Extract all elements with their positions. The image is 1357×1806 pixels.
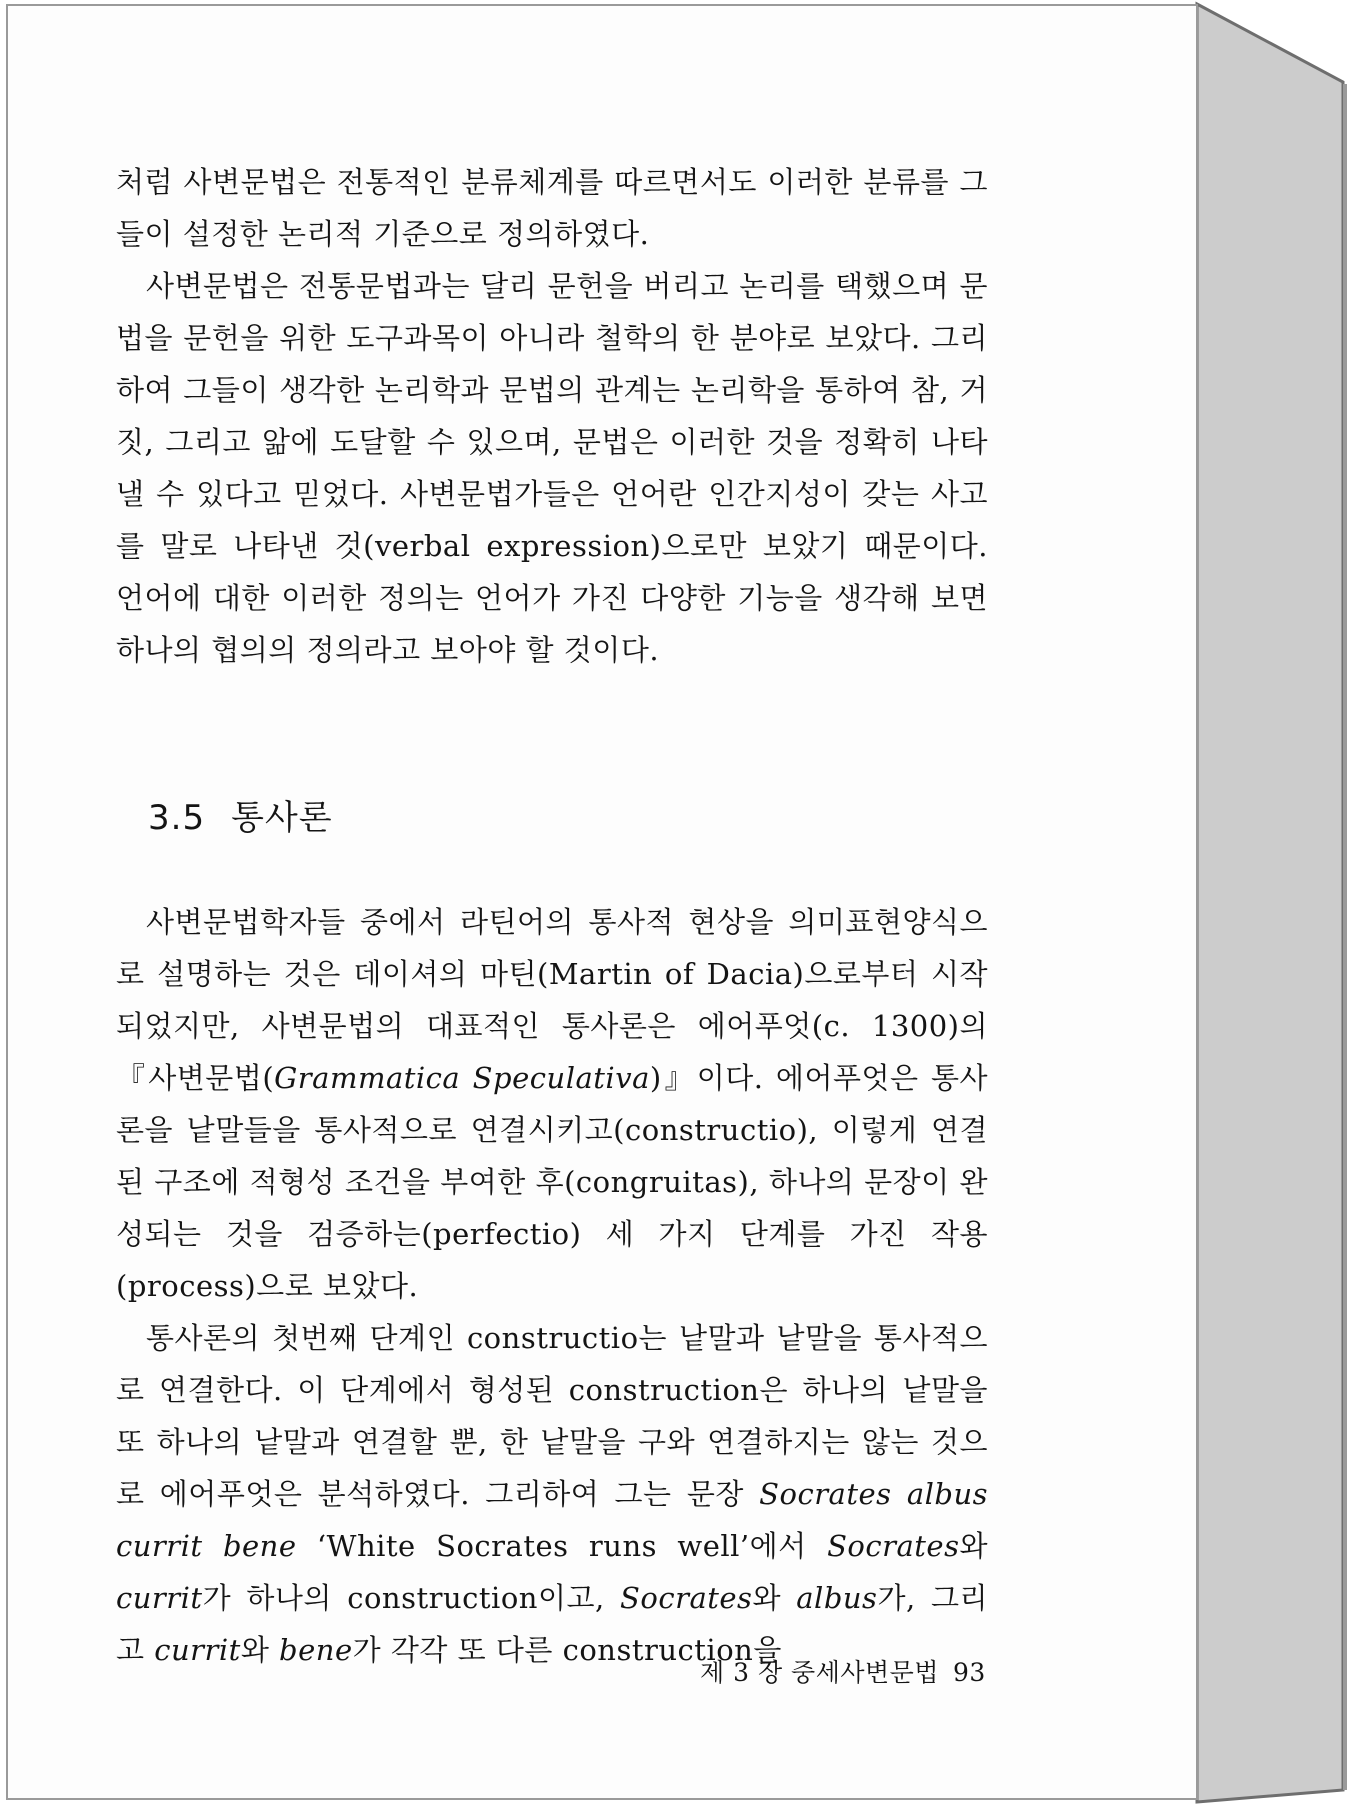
text-run: 와	[752, 1581, 797, 1615]
text-run: ‘White Socrates runs well’에서	[296, 1529, 828, 1563]
paragraph	[116, 896, 988, 1312]
section-number: 3.5	[148, 798, 206, 838]
italic-text: bene	[279, 1633, 353, 1667]
paragraph	[116, 1312, 988, 1676]
text-run: 와	[240, 1633, 280, 1667]
page-number: 93	[952, 1658, 986, 1687]
italic-text: currit	[154, 1633, 241, 1667]
italic-text: Socrates	[827, 1529, 960, 1563]
text-run: 가 하나의 construction이고,	[202, 1581, 621, 1615]
section-title: 통사론	[231, 798, 333, 838]
italic-text: Socrates	[620, 1581, 753, 1615]
text-run: 가, 그리고	[116, 1581, 989, 1667]
top-text-block	[116, 156, 988, 676]
text-run: 사변문법은 전통문법과는 달리 문헌을 버리고 논리를 택했으며 문법을 문헌을 위한 도구과목이 아니라 철학의 한 분야로 보았다. 그리하여 그들이 생각한 논리학과 문법의 관계는 논리학을 통하여 참, 거짓, 그리고 앎에 도달할 수 있으며, 문법은 이러한 것을 정확히 나타낼 수 있다고 믿었다. 사변문법가들은 언어란 인간지성이 갖는 사고를 말로 나타낸 것(verbal expression)으로만 보았기 때문이다. 언어에 대한 이러한 정의는 언어가 가진 다양한 기능을 생각해 보면 하나의 협의의 정의라고 보아야 할 것이다.	[116, 269, 988, 667]
italic-text: Grammatica Speculativa	[274, 1061, 650, 1095]
text-run: )』이다. 에어푸엇은 통사론을 낱말들을 통사적으로 연결시키고(constructio), 이렇게 연결된 구조에 적형성 조건을 부여한 후(congruitas), 하나의 문장이 완성되는 것을 검증하는(perfectio) 세 가지 단계를 가진 작용(process)으로 보았다.	[116, 1061, 989, 1303]
text-run: 처럼 사변문법은 전통적인 분류체계를 따르면서도 이러한 분류를 그들이 설정한 논리적 기준으로 정의하였다.	[116, 165, 988, 251]
text-run: 와	[959, 1529, 988, 1563]
paragraph	[116, 156, 988, 260]
section-heading	[148, 790, 333, 839]
page-footer	[700, 1653, 986, 1689]
italic-text: Socrates albus currit bene	[116, 1477, 989, 1563]
text-run: 통사론의 첫번째 단계인 constructio는 낱말과 낱말을 통사적으로 연결한다. 이 단계에서 형성된 construction은 하나의 낱말을 또 하나의 낱말과 연결할 뿐, 한 낱말을 구와 연결하지는 않는 것으로 에어푸엇은 분석하였다. 그리하여 그는 문장	[116, 1321, 988, 1511]
paragraph	[116, 260, 988, 676]
running-footer-chapter: 제 3 장 중세사변문법	[700, 1658, 939, 1687]
italic-text: albus	[796, 1581, 878, 1615]
text-run: 사변문법학자들 중에서 라틴어의 통사적 현상을 의미표현양식으로 설명하는 것은 데이셔의 마틴(Martin of Dacia)으로부터 시작되었지만, 사변문법의 대표적인 통사론은 에어푸엇(c. 1300)의 『사변문법(	[116, 905, 988, 1095]
bottom-text-block	[116, 896, 988, 1676]
text-run: 가 각각 또 다른 construction을	[352, 1633, 782, 1667]
italic-text: currit	[116, 1581, 203, 1615]
